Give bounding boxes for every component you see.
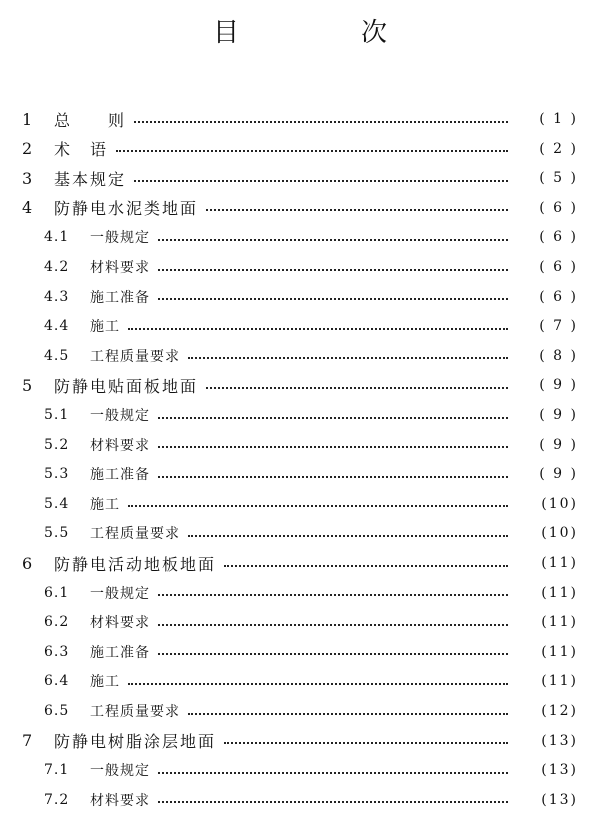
toc-entry[interactable] bbox=[0, 639, 600, 665]
toc-entry-label: 防静电水泥类地面 bbox=[54, 199, 199, 219]
toc-entry[interactable] bbox=[0, 372, 600, 398]
toc-entry[interactable] bbox=[0, 728, 600, 754]
toc-entry-page: ( 9 ) bbox=[539, 407, 578, 423]
toc-entry-page: ( 6 ) bbox=[539, 199, 578, 216]
toc-entry[interactable] bbox=[0, 520, 600, 546]
toc-entry-page: ( 9 ) bbox=[539, 436, 578, 453]
toc-entry-number: 4.2 bbox=[44, 259, 70, 275]
toc-entry[interactable] bbox=[0, 402, 600, 428]
toc-entry[interactable] bbox=[0, 668, 600, 694]
toc-entry-label: 施工准备 bbox=[90, 289, 150, 306]
dot-leader bbox=[134, 120, 508, 123]
dot-leader bbox=[206, 386, 508, 389]
toc-entry-page: ( 9 ) bbox=[539, 466, 578, 483]
dot-leader bbox=[188, 712, 508, 715]
dot-leader bbox=[128, 327, 508, 330]
toc-entry-page: ( 2 ) bbox=[539, 140, 578, 157]
toc-entry-number: 3 bbox=[22, 168, 33, 188]
toc-entry-number: 7.2 bbox=[44, 791, 70, 808]
dot-leader bbox=[158, 416, 508, 419]
toc-entry-label: 施工 bbox=[90, 674, 120, 691]
toc-entry-page: ( 9 ) bbox=[539, 377, 578, 394]
toc-entry-label: 防静电贴面板地面 bbox=[54, 376, 199, 396]
toc-entry-page: (11) bbox=[541, 614, 578, 631]
toc-entry-page: (11) bbox=[541, 673, 578, 690]
dot-leader bbox=[188, 356, 508, 359]
toc-entry-label: 材料要求 bbox=[90, 260, 150, 276]
toc-entry-number: 5.1 bbox=[44, 407, 70, 423]
toc-entry-label: 一般规定 bbox=[90, 408, 150, 424]
toc-entry-label: 材料要求 bbox=[90, 437, 150, 454]
toc-entry[interactable] bbox=[0, 224, 600, 250]
toc-entry-number: 2 bbox=[22, 139, 33, 159]
dot-leader bbox=[158, 297, 508, 300]
toc-entry-page: (10) bbox=[541, 495, 578, 512]
toc-entry-page: (10) bbox=[541, 525, 578, 542]
toc-entry-number: 4.4 bbox=[44, 318, 70, 335]
dot-leader bbox=[188, 534, 508, 537]
dot-leader bbox=[134, 179, 508, 182]
dot-leader bbox=[158, 445, 508, 448]
toc-entry[interactable] bbox=[0, 254, 600, 280]
dot-leader bbox=[158, 623, 508, 626]
toc-entry[interactable] bbox=[0, 491, 600, 517]
toc-entry-number: 5.4 bbox=[44, 495, 70, 512]
toc-entry[interactable] bbox=[0, 136, 600, 162]
toc-entry-label: 材料要求 bbox=[90, 792, 150, 809]
toc-entry-page: ( 5 ) bbox=[539, 170, 578, 187]
toc-entry-page: ( 6 ) bbox=[539, 288, 578, 305]
toc-entry-label: 一般规定 bbox=[90, 763, 150, 780]
toc-entry-page: (13) bbox=[541, 762, 578, 779]
dot-leader bbox=[158, 268, 508, 271]
toc-entry-label: 施工 bbox=[90, 319, 120, 336]
dot-leader bbox=[158, 593, 508, 596]
toc-entry-page: ( 7 ) bbox=[539, 318, 578, 335]
toc-entry-number: 5.2 bbox=[44, 436, 70, 453]
page-title: 目 次 bbox=[212, 18, 435, 48]
toc-entry-label: 施工准备 bbox=[90, 644, 150, 661]
toc-entry[interactable] bbox=[0, 284, 600, 310]
toc-entry-label: 防静电树脂涂层地面 bbox=[54, 732, 217, 752]
toc-entry[interactable] bbox=[0, 106, 600, 132]
toc-entry-label: 工程质量要求 bbox=[90, 704, 180, 720]
toc-entry[interactable] bbox=[0, 313, 600, 339]
toc-entry-number: 4 bbox=[22, 198, 33, 218]
toc-entry[interactable] bbox=[0, 698, 600, 724]
toc-entry-label: 一般规定 bbox=[90, 230, 150, 247]
toc-entry-page: (11) bbox=[541, 584, 578, 601]
toc-entry-number: 6.2 bbox=[44, 614, 70, 631]
toc-entry[interactable] bbox=[0, 165, 600, 191]
dot-leader bbox=[158, 800, 508, 803]
dot-leader bbox=[116, 149, 508, 152]
dot-leader bbox=[224, 741, 508, 744]
toc-entry-label: 施工 bbox=[90, 496, 120, 513]
dot-leader bbox=[158, 475, 508, 478]
toc-entry-label: 术 语 bbox=[54, 140, 109, 160]
toc-entry[interactable] bbox=[0, 343, 600, 369]
toc-entry-number: 1 bbox=[22, 109, 33, 129]
dot-leader bbox=[158, 238, 508, 241]
toc-entry-label: 一般规定 bbox=[90, 585, 150, 602]
toc-entry-page: (11) bbox=[541, 555, 578, 571]
toc-entry-number: 5 bbox=[22, 375, 33, 395]
dot-leader bbox=[158, 771, 508, 774]
toc-entry-page: (11) bbox=[541, 643, 578, 660]
dot-leader bbox=[128, 682, 508, 685]
toc-entry-label: 防静电活动地板地面 bbox=[54, 554, 217, 574]
toc-entry-label: 工程质量要求 bbox=[90, 348, 180, 365]
toc-entry-number: 6.4 bbox=[44, 673, 70, 690]
toc-entry-number: 4.1 bbox=[44, 229, 70, 246]
toc-entry-number: 4.3 bbox=[44, 288, 70, 305]
toc-entry[interactable] bbox=[0, 580, 600, 606]
toc-entry-number: 5.5 bbox=[44, 525, 70, 542]
toc-entry[interactable] bbox=[0, 461, 600, 487]
toc-entry-page: ( 1 ) bbox=[539, 111, 578, 127]
toc-entry-number: 6.3 bbox=[44, 643, 70, 660]
dot-leader bbox=[224, 564, 508, 567]
dot-leader bbox=[158, 652, 508, 655]
toc-entry-number: 6.1 bbox=[44, 584, 70, 601]
toc-entry-label: 总 则 bbox=[54, 110, 127, 130]
toc-entry-page: (13) bbox=[541, 791, 578, 808]
toc-entry[interactable] bbox=[0, 432, 600, 458]
toc-entry-number: 7 bbox=[22, 731, 33, 751]
toc-entry-number: 6.5 bbox=[44, 703, 70, 719]
toc-entry-label: 材料要求 bbox=[90, 615, 150, 632]
toc-entry-number: 4.5 bbox=[44, 347, 70, 364]
toc-entry-page: ( 6 ) bbox=[539, 259, 578, 275]
toc-entry-label: 工程质量要求 bbox=[90, 526, 180, 543]
toc-entry-label: 基本规定 bbox=[54, 169, 127, 189]
toc-entry-page: ( 6 ) bbox=[539, 229, 578, 246]
dot-leader bbox=[128, 504, 508, 507]
toc-entry-page: ( 8 ) bbox=[539, 347, 578, 364]
toc-entry-page: (13) bbox=[541, 732, 578, 749]
toc-entry-page: (12) bbox=[541, 703, 578, 719]
dot-leader bbox=[206, 208, 508, 211]
toc-entry-label: 施工准备 bbox=[90, 467, 150, 484]
toc-entry-number: 6 bbox=[22, 553, 33, 573]
toc-entry-number: 7.1 bbox=[44, 762, 70, 779]
toc-entry[interactable] bbox=[0, 550, 600, 576]
toc-entry[interactable] bbox=[0, 609, 600, 635]
toc-entry[interactable] bbox=[0, 757, 600, 783]
toc-entry-number: 5.3 bbox=[44, 466, 70, 483]
toc-entry[interactable] bbox=[0, 195, 600, 221]
toc-entry[interactable] bbox=[0, 787, 600, 813]
